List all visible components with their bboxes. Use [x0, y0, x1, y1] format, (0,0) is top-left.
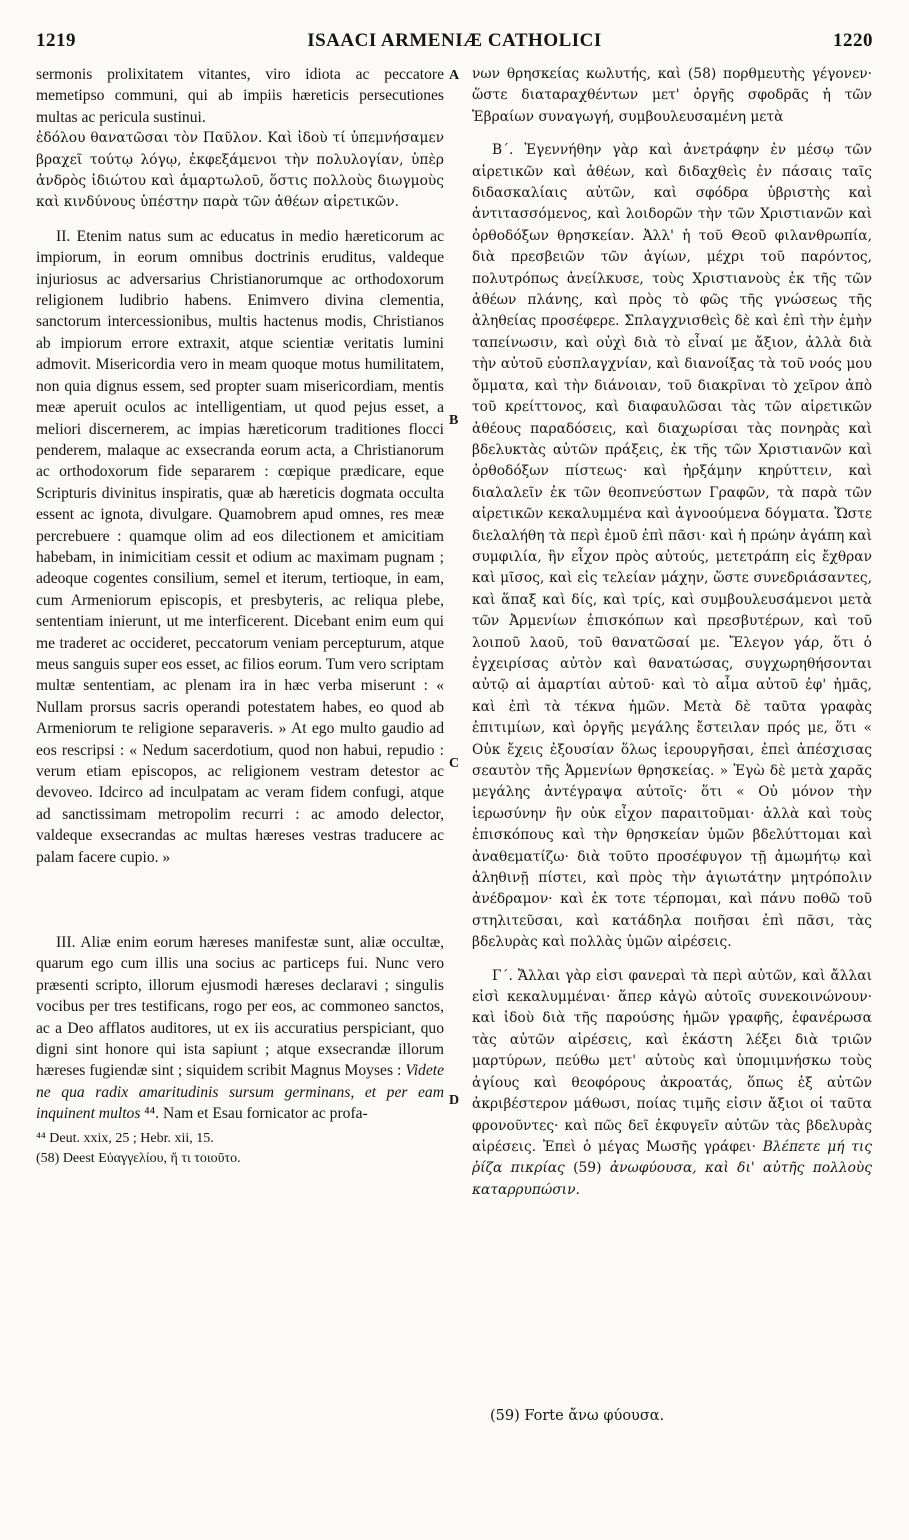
- margin-letter-a: A: [449, 68, 460, 83]
- latin-intro: sermonis prolixitatem vitantes, viro idiota ac peccatore memetipso communi, qui ab impiis hæreticis persecutiones multas ac pericula sustinui.: [36, 66, 444, 126]
- footnote-58: (58) Deest Εὐαγγελίου, ἤ τι τοιοῦτο.: [36, 1150, 241, 1166]
- page-number-right: 1220: [833, 30, 873, 51]
- margin-letter-b: B: [449, 413, 459, 428]
- margin-letter-d: D: [449, 1093, 460, 1108]
- footnote-59: (59) Forte ἄνω φύουσα.: [490, 1407, 665, 1424]
- greek-continuation: ἐδόλου θανατῶσαι τὸν Παῦλον. Καὶ ἰδοὺ τί ὑπεμνήσαμεν βραχεῖ τούτῳ λόγῳ, ἐκφεξάμενοι τὴν πολυλογίαν, ὑπὲρ ἀνδρὸς ἰδιώτου καὶ ἁμαρτωλοῦ, ὅστις πολλοὺς διωγμοὺς καὶ κινδύνους ὑπέστην παρὰ τῶν ἀθέων αἱρετικῶν.: [36, 130, 444, 211]
- scripture-quote: Videte ne qua radix amaritudinis sursum germinans, et per eam inquinent multos: [36, 1062, 444, 1123]
- footnote-44: ⁴⁴ Deut. xxix, 25 ; Hebr. xii, 15.: [36, 1130, 214, 1146]
- page-number-left: 1219: [36, 30, 76, 51]
- running-header: [36, 30, 873, 56]
- latin-section-3: [36, 932, 444, 1125]
- greek-section-3-text: Γ΄. Ἄλλαι γὰρ εἰσι φανεραὶ τὰ περὶ αὐτῶν, καὶ ἄλλαι εἰσὶ κεκαλυμμέναι· ἅπερ κἀγὼ αὐτοῖς συνεκοινώνουν· καὶ ἰδοὺ διὰ τῆς παρούσης ἡμῶν γραφῆς, ἐφανέρωσα τὰς αὐτῶν αἱρέσεις, καὶ ἑκάστη λέξει διὰ τριῶν μαρτύρων, πεύθω μετ' αὐτοὺς καὶ ὑπομιμνήσκω τοὺς ἁγίους καὶ θεοφόρους ἀκροατάς, ὅπως ἐξ αὐτῶν ἀκριβέστερον μάθωσι, ποίας τιμῆς εἰσιν ἄξιοι οἱ ταῦτα φρονοῦντες· καὶ πῶς δεῖ ἐκφυγεῖν αὐτῶν τὰς βδελυρὰς αἱρέσεις. Ἐπεὶ ὁ μέγας Μωσῆς γράφει·: [472, 967, 872, 1155]
- latin-section-3-end: . Nam et Esau fornicator ac profa-: [155, 1105, 368, 1123]
- footnote-ref-44: ⁴⁴: [140, 1105, 156, 1123]
- spacer: [36, 868, 444, 932]
- margin-letter-c: C: [449, 756, 460, 771]
- footnotes-left: [36, 1129, 444, 1169]
- greek-intro: νων θρησκείας κωλυτής, καὶ (58) πορθμευτὴς γέγονεν· ὥστε διαταραχθέντων μετ' ὀργῆς σφοδρᾶς ἡ τῶν Ἑβραίων συναγωγή, συμβουλευσαμένη μετὰ: [472, 66, 872, 125]
- greek-section-3: [472, 966, 872, 1201]
- footnote-ref-59: (59): [564, 1160, 610, 1177]
- greek-scripture-quote-end: ἀνωφύουσα, καὶ δι' αὐτῆς πολλοὺς καταρρυπώσιν.: [472, 1160, 873, 1198]
- latin-column: [36, 64, 444, 1169]
- running-title: ISAACI ARMENIÆ CATHOLICI: [307, 30, 602, 51]
- greek-scripture-quote: Βλέπετε μή τις ῥίζα πικρίας: [472, 1138, 872, 1177]
- spacer: [472, 954, 872, 966]
- latin-section-3-text: III. Aliæ enim eorum hæreses manifestæ sunt, aliæ occultæ, quarum ego cum illis una socius ac particeps fui. Nunc vero præsenti scripto, illorum ejusmodi hæreses declaravi ; singulis vocibus per tres testificans, rogo per eos, ac commoneo sanctos, ac a Deo afflatos auditores, ut ex iis accuratius perspiciant, quo digni sint honore qui ista sapiunt ; atque exsecrandæ illorum hæreses fugiendæ sint ; siquidem scribit Magnus Moyses :: [36, 934, 444, 1080]
- latin-section-2: II. Etenim natus sum ac educatus in medio hæreticorum ac impiorum, in eorum omnibus doctrinis eruditus, valdeque injuriosus ac adversarius Christianorumque ac orthodoxorum religionem ludibrio habens. Enimvero divina clementia, sanctorum intercessionibus, multis hactenus modis, Christianos ab impiorum errore extraxit, atque scientiæ veritatis lumini admovit. Misericordia vero in meam quoque motus humilitatem, non quia dignus essem, sed propter suam misericordiam, mentis meæ aperuit oculos ac intelligentiam, ut quod pejus esset, a meliori discernerem, ac impias hæreticorum traditiones flocci penderem, malaque ac exsecranda eorum acta, a Christianorum ac orthodoxorum fide separarem : cœpique prædicare, eque Scripturis divinitus inspiratis, quæ ab hæreticis dogmata occulta essent ac ignota, divulgare. Quamobrem apud omnes, res meæ percrebuere : quamque olim ad eos dilectionem et amicitiam habebam, in inimicitiam cessit et odium ac maximam pugnam ; adeoque cogentes consilium, semel et iterum, tertioque, in eam, cum Armeniorum episcopis, et presbyteris, ac reliqua plebe, sententiam inierunt, ut me interficerent. Dicebant enim eum qui me traderet ac occideret, peccatorum veniam percepturum, atque meus sanguis super eos esset, ac filios eorum. Tum vero scriptam multæ sententiam, ac plenam ira in hæc verba miserunt : « Nullam prorsus sacris operandi potestatem habes, eo quod ab Armeniorum te religione separaveris. » At ego multo gaudio ad eos rescripsi : « Nedum sacerdotium, quod non habui, repudio : verum etiam episcopos, ac religionem vestram detestor ac devoveo. Idcirco ad inculpatam ac veram fidem confugi, atque ad sanctissimam metropolim recurri : ac amodo delector, valdeque exsecrandas ac multas hæreses vestras traducere ac palam facere cupio. »: [36, 227, 444, 866]
- greek-section-2: Β΄. Ἐγεννήθην γὰρ καὶ ἀνετράφην ἐν μέσῳ τῶν αἱρετικῶν καὶ ἀθέων, καὶ διδαχθεὶς ἐν πάσαις ταῖς διδασκαλίαις αὐτῶν, καὶ σφόδρα ὑβριστὴς καὶ ἀντιτασσόμενος, καὶ λοιδορῶν τὴν τῶν Χριστιανῶν καὶ ὀρθοδόξων θρησκείαν. Ἀλλ' ἡ τοῦ Θεοῦ φιλανθρωπία, διὰ πρεσβειῶν τῶν ἁγίων, μέχρι τοῦ παρόντος, πολυτρόπως ἀνείλκυσε, τοὺς Χριστιανοὺς ἐκ τῆς τῶν ἀθέων πλάνης, καὶ πρὸς τὸ φῶς τῆς γνώσεως τῆς ἀληθείας προσέφερε. Σπλαγχνισθεὶς δὲ καὶ ἐπὶ τὴν ἐμὴν ταπείνωσιν, καὶ οὐχὶ διὰ τὸ εἶναί με ἄξιον, ἀλλὰ διὰ τὴν αὐτοῦ εὐσπλαγχνίαν, καὶ διανοίξας τὰ τοῦ νοός μου ὄμματα, καὶ τὴν διάνοιαν, τοῦ διακρῖναι τὸ χεῖρον ἀπὸ τοῦ κρείττονος, καὶ διαφαυλῶσαι τὰς τῶν αἱρετικῶν ἀθέους παραδόσεις, καὶ διαχωρίσαι τὰς πονηρὰς καὶ βδελυκτὰς αὐτῶν πράξεις, ἐκ τῆς τῶν Χριστιανῶν καὶ ὀρθοδόξων πίστεως· καὶ ἠρξάμην κηρύττειν, καὶ διαλαλεῖν ἐκ τῶν θεοπνεύστων Γραφῶν, τὰ παρὰ τῶν αἱρετικῶν κεκαλυμμένα καὶ ἀγνοούμενα δόγματα. Ὥστε διελαλήθη τὰ περὶ ἐμοῦ ἐπὶ πᾶσι· καὶ ἡ πρώην ἀγάπη καὶ συμφιλία, ἣν εἶχον πρὸς αὐτούς, μετετράπη εἰς ἔχθραν καὶ μῖσος, καὶ εἰς τελείαν μάχην, ὥστε συνεδριάσαντες, καὶ ἅπαξ καὶ δίς, καὶ τρίς, καὶ συμβουλευσάμενοι μετὰ τῶν Ἀρμενίων ἐπισκόπων καὶ πρεσβυτέρων, καὶ τοῦ λοιποῦ λαοῦ, τοῦ θανατῶσαί με. Ἔλεγον γάρ, ὅτι ὁ ἐγχειρίσας αὐτὸν καὶ θανατώσας, συγχωρηθήσονται αὐτῷ αἱ ἁμαρτίαι αὐτοῦ· καὶ τὸ αἷμα αὐτοῦ ἐφ' ἡμᾶς, καὶ ἐπὶ τὰ τέκνα ἡμῶν. Μετὰ δὲ ταῦτα γραφὰς ἐπιτιμίων, καὶ ὀργῆς μεγάλης ἔστειλαν πρός με, ὅτι « Οὐκ ἔχεις ἐξουσίαν ὅλως ἱερουργῆσαι, ἐπεὶ ἀπέσχισας σεαυτὸν τῆς Ἀρμενίων θρησκείας. » Ἐγὼ δὲ μετὰ χαρᾶς μεγάλης ἀντέγραψα αὐτοῖς· ὅτι « Οὐ μόνον τὴν ἱερωσύνην ἣν οὐκ εἶχον παραιτοῦμαι· ἀλλὰ καὶ τοὺς ἐπισκόπους καὶ τὴν θρησκείαν ὑμῶν βδελύττομαι καὶ ἀναθεματίζω· διὰ τοῦτο προσέφυγον τῇ ἀμωμήτῳ καὶ ἀληθινῇ πίστει, καὶ πρὸς τὴν ἁγιωτάτην μητρόπολιν ἀνέδραμον· καὶ ἐκ τοτε τέρπομαι, καὶ πάνυ ποθῶ τοῦ στηλιτεῦσαι, καὶ κατάδηλα ποιῆσαι ἐπὶ πᾶσι, τὰς βδελυρὰς καὶ πολλὰς ὑμῶν αἱρέσεις.: [472, 142, 872, 951]
- spacer: [472, 128, 872, 140]
- greek-column: [472, 64, 872, 1201]
- spacer: [36, 214, 444, 226]
